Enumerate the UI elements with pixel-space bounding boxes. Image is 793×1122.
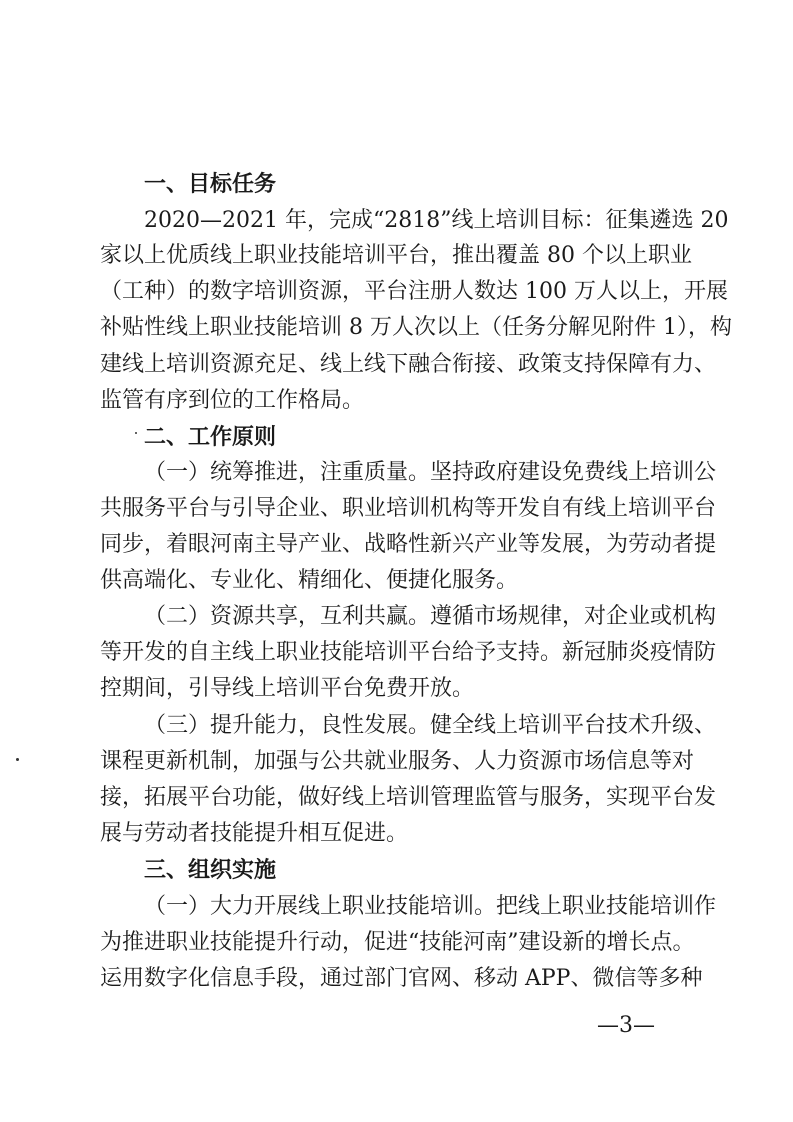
page-number: —3— [597, 1013, 655, 1038]
paragraph-line: （一）统筹推进，注重质量。坚持政府建设免费线上培训公 [144, 460, 717, 485]
paragraph-line: 家以上优质线上职业技能培训平台，推出覆盖 80 个以上职业 [100, 243, 692, 268]
section-heading-1: 一、目标任务 [144, 172, 277, 197]
paragraph-line: （一）大力开展线上职业技能培训。把线上职业技能培训作 [144, 894, 717, 919]
paragraph-line: 课程更新机制，加强与公共就业服务、人力资源市场信息等对 [100, 749, 695, 774]
paragraph-line: 同步，着眼河南主导产业、战略性新兴产业等发展，为劳动者提 [100, 532, 717, 557]
paragraph-line: 共服务平台与引导企业、职业培训机构等开发自有线上培训平台 [100, 496, 717, 521]
paragraph-line: 建线上培训资源充足、线上线下融合衔接、政策支持保障有力、 [100, 352, 717, 377]
paragraph-line: （二）资源共享，互利共赢。遵循市场规律，对企业或机构 [144, 604, 717, 629]
section-heading-3: 三、组织实施 [144, 858, 277, 883]
scan-speck [135, 432, 137, 434]
scan-speck [16, 758, 19, 761]
paragraph-line: 展与劳动者技能提升相互促进。 [100, 821, 409, 846]
paragraph-line: 补贴性线上职业技能培训 8 万人次以上（任务分解见附件 1），构 [100, 315, 732, 340]
paragraph-line: 接，拓展平台功能，做好线上培训管理监管与服务，实现平台发 [100, 785, 717, 810]
paragraph-line: 2020—2021 年，完成“2818”线上培训目标：征集遴选 20 [144, 208, 729, 233]
paragraph-line: 等开发的自主线上职业技能培训平台给予支持。新冠肺炎疫情防 [100, 640, 717, 665]
paragraph-line: 监管有序到位的工作格局。 [100, 388, 365, 413]
paragraph-line: 供高端化、专业化、精细化、便捷化服务。 [100, 568, 519, 593]
paragraph-line: （三）提升能力，良性发展。健全线上培训平台技术升级、 [144, 713, 717, 738]
paragraph-line: 运用数字化信息手段，通过部门官网、移动 APP、微信等多种 [100, 966, 703, 991]
section-heading-2: 二、工作原则 [144, 425, 277, 450]
paragraph-line: 为推进职业技能提升行动，促进“技能河南”建设新的增长点。 [100, 930, 695, 955]
paragraph-line: 控期间，引导线上培训平台免费开放。 [100, 676, 475, 701]
paragraph-line: （工种）的数字培训资源，平台注册人数达 100 万人以上，开展 [100, 279, 728, 304]
